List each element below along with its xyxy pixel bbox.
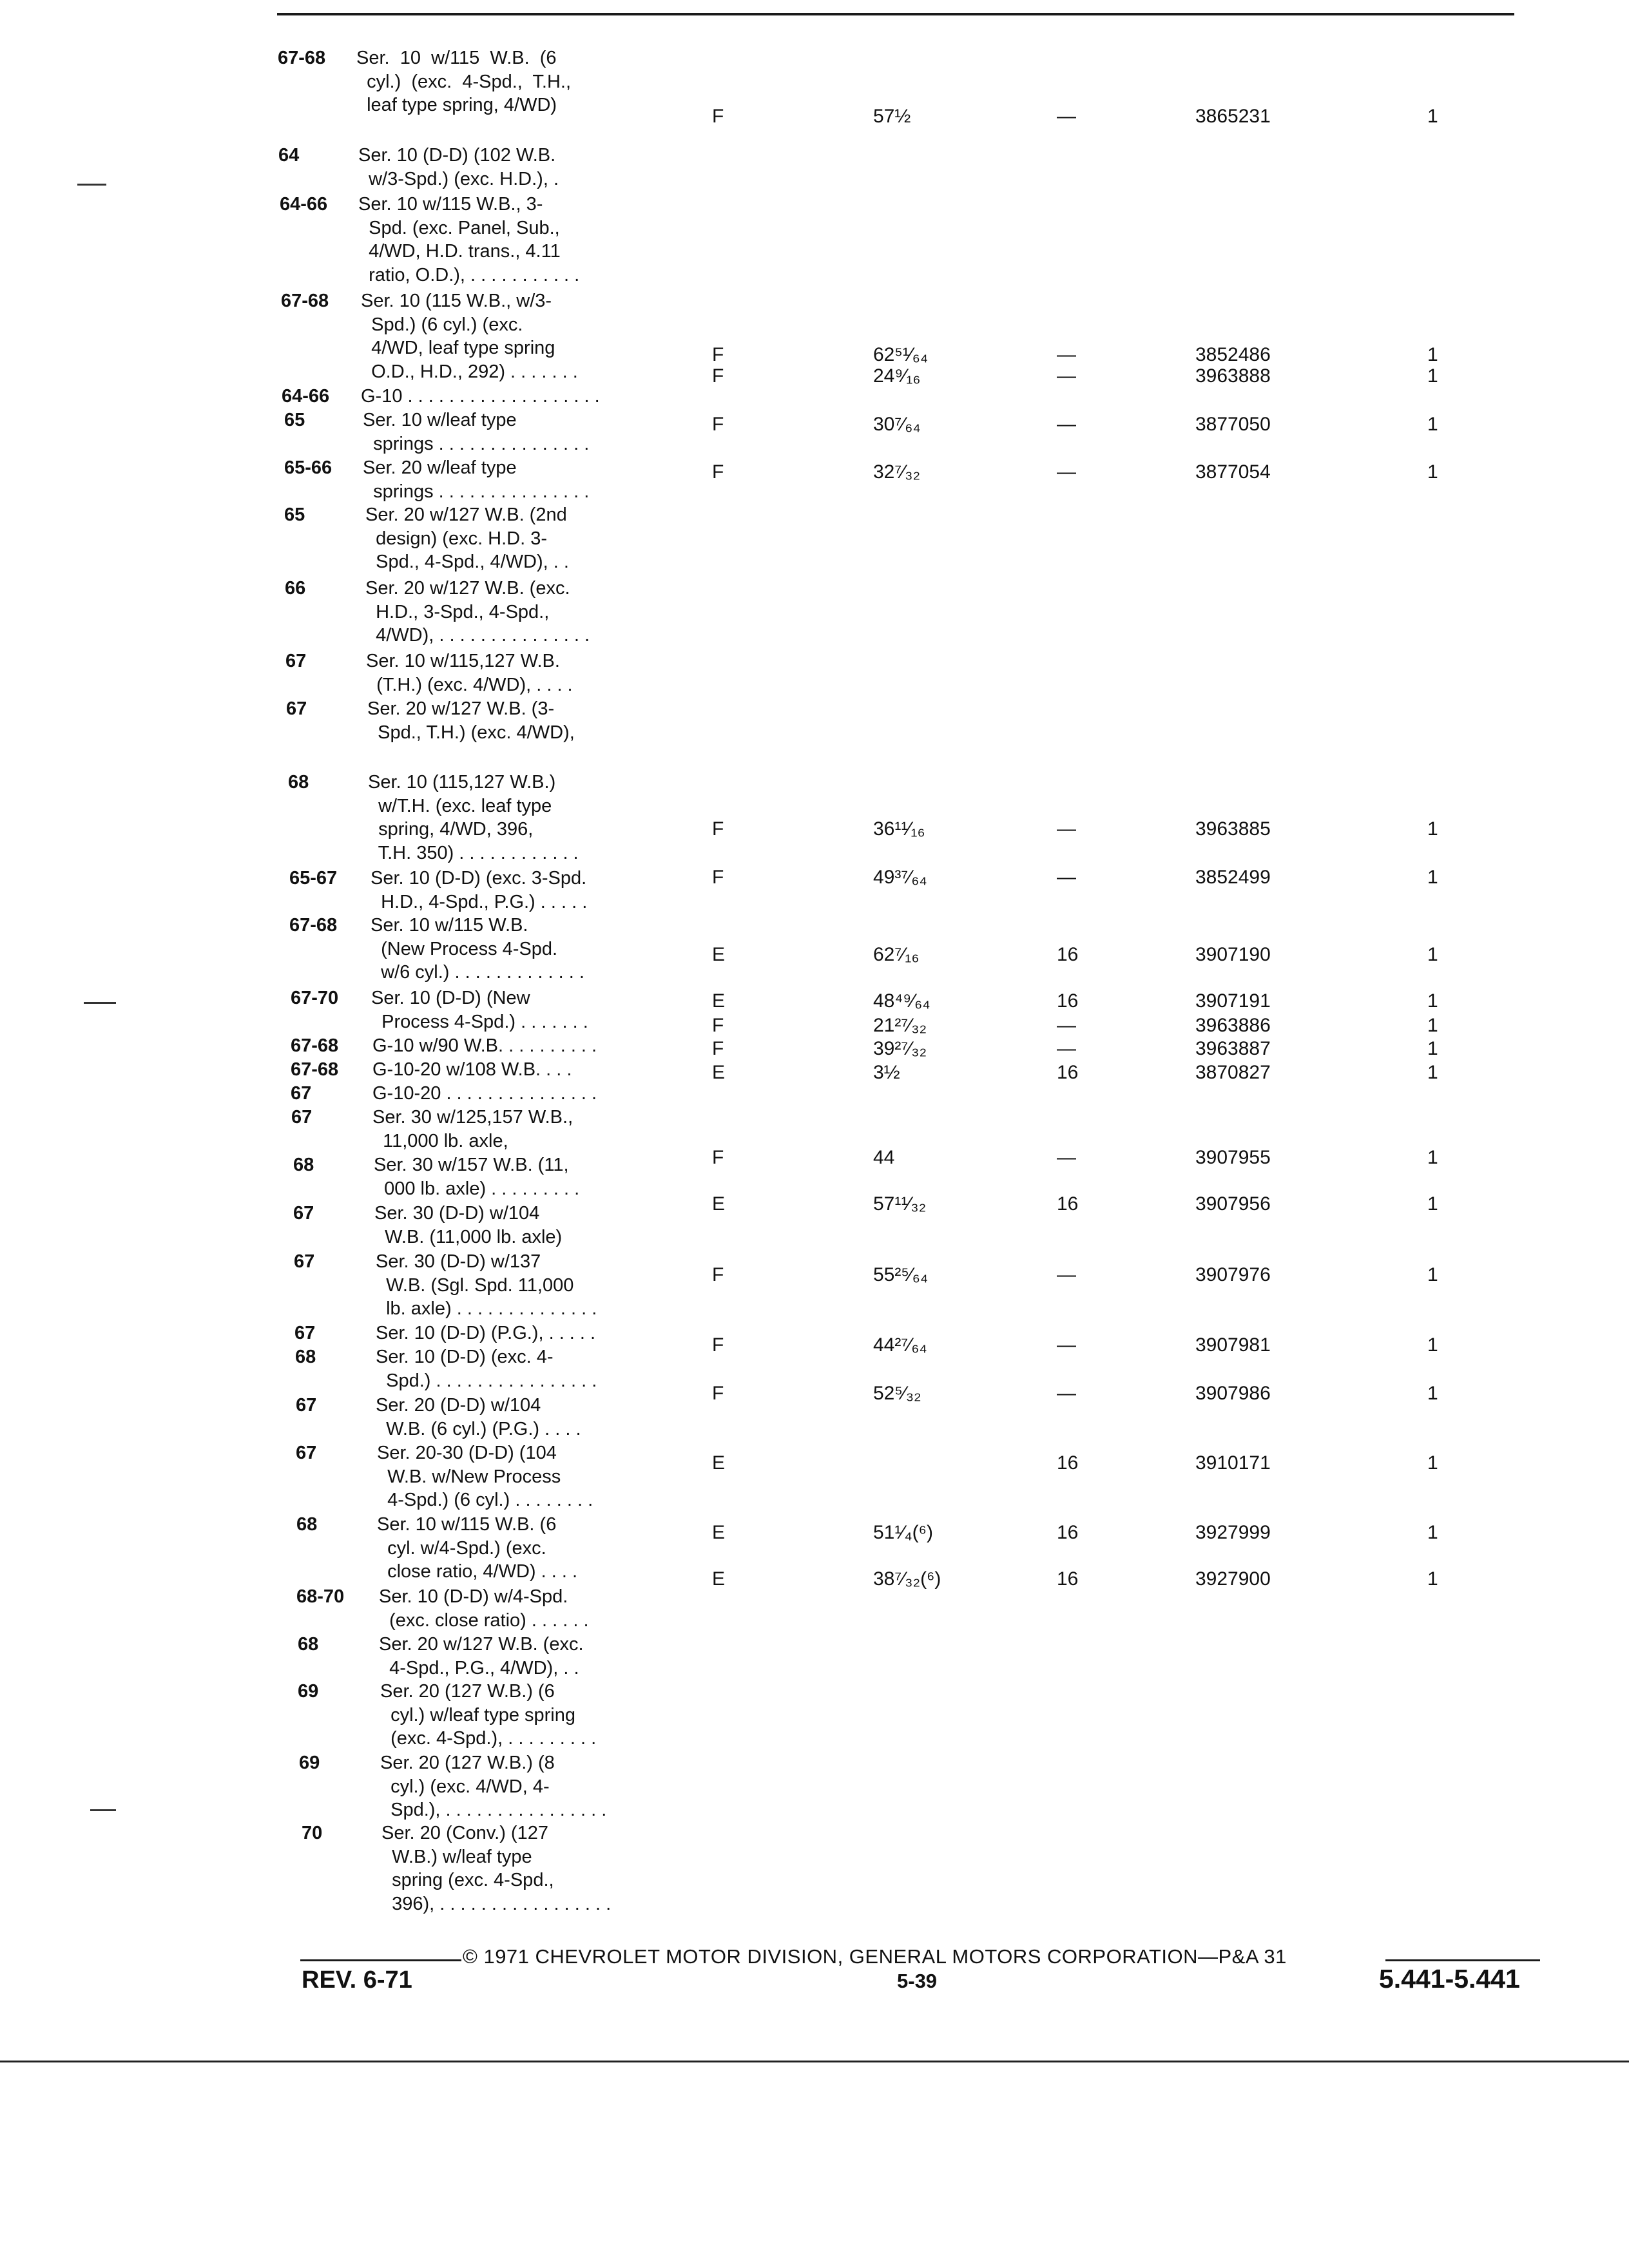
part-number: 3907976 bbox=[1195, 1264, 1271, 1285]
quantity: 1 bbox=[1427, 1383, 1438, 1404]
type-code: F bbox=[712, 1383, 724, 1404]
model-years: 64-66 bbox=[282, 386, 330, 407]
length-value: 52⁵⁄₃₂ bbox=[873, 1383, 921, 1404]
application-description: Ser. 10 (D-D) (New Process 4-Spd.) . . . . . . . bbox=[371, 988, 588, 1032]
model-years: 64-66 bbox=[280, 194, 328, 215]
model-years: 67 bbox=[293, 1203, 314, 1224]
type-code: F bbox=[712, 365, 724, 387]
teeth-value: — bbox=[1057, 414, 1076, 435]
application-description: Ser. 10 (115,127 W.B.) w/T.H. (exc. leaf type spring, 4/WD, 396, T.H. 350) . . . . . . . . . . . . bbox=[368, 772, 579, 863]
application-description: G-10-20 w/108 W.B. . . . bbox=[372, 1059, 572, 1080]
quantity: 1 bbox=[1427, 1452, 1438, 1474]
application-description: Ser. 20 w/127 W.B. (3- Spd., T.H.) (exc. 4/WD), bbox=[367, 698, 575, 743]
quantity: 1 bbox=[1427, 867, 1438, 888]
type-code: F bbox=[712, 867, 724, 888]
part-number: 3907956 bbox=[1195, 1193, 1271, 1215]
length-value: 30⁷⁄₆₄ bbox=[873, 414, 921, 435]
model-years: 68 bbox=[293, 1155, 314, 1175]
section-number: 5.441-5.441 bbox=[1379, 1964, 1520, 1994]
application-description: Ser. 10 (D-D) (P.G.), . . . . . bbox=[376, 1323, 596, 1343]
part-number: 3927999 bbox=[1195, 1522, 1271, 1543]
model-years: 65 bbox=[284, 410, 305, 430]
teeth-value: — bbox=[1057, 344, 1076, 365]
application-description: Ser. 10 (D-D) w/4-Spd. (exc. close ratio) . . . . . . bbox=[379, 1586, 589, 1631]
teeth-value: — bbox=[1057, 1038, 1076, 1059]
teeth-value: 16 bbox=[1057, 1193, 1079, 1215]
application-description: G-10 . . . . . . . . . . . . . . . . . . . bbox=[361, 386, 600, 407]
length-value: 62⁷⁄₁₆ bbox=[873, 944, 920, 965]
model-years: 65-67 bbox=[289, 868, 338, 889]
teeth-value: 16 bbox=[1057, 1452, 1079, 1474]
teeth-value: — bbox=[1057, 106, 1076, 127]
footer-rule-left bbox=[300, 1959, 461, 1961]
top-rule bbox=[277, 13, 1514, 15]
quantity: 1 bbox=[1427, 1038, 1438, 1059]
application-description: Ser. 20 (Conv.) (127 W.B.) w/leaf type spring (exc. 4-Spd., 396), . . . . . . . . . . . . . . . . . bbox=[381, 1823, 612, 1914]
footer-rule-right bbox=[1385, 1959, 1540, 1961]
quantity: 1 bbox=[1427, 365, 1438, 387]
teeth-value: — bbox=[1057, 365, 1076, 387]
application-description: Ser. 10 w/115 W.B. (6 cyl. w/4-Spd.) (exc. close ratio, 4/WD) . . . . bbox=[377, 1514, 578, 1582]
length-value: 3½ bbox=[873, 1062, 900, 1083]
teeth-value: 16 bbox=[1057, 1568, 1079, 1590]
type-code: F bbox=[712, 818, 724, 840]
model-years: 68 bbox=[295, 1347, 316, 1367]
part-number: 3907955 bbox=[1195, 1147, 1271, 1168]
quantity: 1 bbox=[1427, 818, 1438, 840]
model-years: 64 bbox=[278, 145, 300, 166]
teeth-value: — bbox=[1057, 1334, 1076, 1356]
application-description: Ser. 20 w/127 W.B. (exc. 4-Spd., P.G., 4/WD), . . bbox=[379, 1634, 584, 1678]
quantity: 1 bbox=[1427, 944, 1438, 965]
length-value: 24⁹⁄₁₆ bbox=[873, 365, 921, 387]
length-value: 21²⁷⁄₃₂ bbox=[873, 1015, 927, 1036]
part-number: 3963888 bbox=[1195, 365, 1271, 387]
revision-label: REV. 6-71 bbox=[302, 1966, 412, 1994]
model-years: 67 bbox=[285, 651, 307, 671]
application-description: Ser. 20 w/127 W.B. (2nd design) (exc. H.D. 3- Spd., 4-Spd., 4/WD), . . bbox=[365, 505, 569, 572]
length-value: 55²⁵⁄₆₄ bbox=[873, 1264, 929, 1285]
length-value: 48⁴⁹⁄₆₄ bbox=[873, 990, 930, 1012]
model-years: 68 bbox=[298, 1634, 319, 1655]
application-description: G-10 w/90 W.B. . . . . . . . . . bbox=[372, 1035, 597, 1056]
application-description: Ser. 30 w/157 W.B. (11, 000 lb. axle) . . . . . . . . . bbox=[374, 1155, 580, 1199]
type-code: E bbox=[712, 1568, 726, 1590]
teeth-value: — bbox=[1057, 461, 1076, 483]
part-number: 3870827 bbox=[1195, 1062, 1271, 1083]
type-code: F bbox=[712, 461, 724, 483]
part-number: 3907981 bbox=[1195, 1334, 1271, 1356]
application-description: Ser. 20 w/127 W.B. (exc. H.D., 3-Spd., 4-Spd., 4/WD), . . . . . . . . . . . . . . . bbox=[365, 578, 590, 646]
model-years: 67 bbox=[296, 1443, 317, 1463]
part-number: 3963887 bbox=[1195, 1038, 1271, 1059]
application-description: Ser. 10 (D-D) (exc. 4- Spd.) . . . . . . . . . . . . . . . . bbox=[376, 1347, 597, 1391]
model-years: 67-68 bbox=[278, 48, 326, 68]
length-value: 44²⁷⁄₆₄ bbox=[873, 1334, 927, 1356]
model-years: 67 bbox=[286, 698, 307, 719]
copyright-line: © 1971 CHEVROLET MOTOR DIVISION, GENERAL MOTORS CORPORATION—P&A 31 bbox=[463, 1945, 1287, 1968]
page-number: 5-39 bbox=[897, 1970, 938, 1992]
type-code: F bbox=[712, 1147, 724, 1168]
model-years: 67-68 bbox=[291, 1059, 339, 1080]
length-value: 57¹¹⁄₃₂ bbox=[873, 1193, 927, 1215]
model-years: 69 bbox=[299, 1753, 320, 1773]
quantity: 1 bbox=[1427, 344, 1438, 365]
application-description: Ser. 20 w/leaf type springs . . . . . . . . . . . . . . . bbox=[363, 457, 590, 502]
quantity: 1 bbox=[1427, 990, 1438, 1012]
type-code: F bbox=[712, 1015, 724, 1036]
quantity: 1 bbox=[1427, 1334, 1438, 1356]
length-value: 36¹¹⁄₁₆ bbox=[873, 818, 925, 840]
application-description: Ser. 20-30 (D-D) (104 W.B. w/New Process 4-Spd.) (6 cyl.) . . . . . . . . bbox=[377, 1443, 593, 1510]
part-number: 3852486 bbox=[1195, 344, 1271, 365]
quantity: 1 bbox=[1427, 414, 1438, 435]
quantity: 1 bbox=[1427, 1015, 1438, 1036]
type-code: E bbox=[712, 990, 726, 1012]
type-code: F bbox=[712, 1038, 724, 1059]
part-number: 3877050 bbox=[1195, 414, 1271, 435]
margin-mark bbox=[84, 1002, 116, 1004]
part-number: 3865231 bbox=[1195, 106, 1271, 127]
teeth-value: 16 bbox=[1057, 1522, 1079, 1543]
part-number: 3907986 bbox=[1195, 1383, 1271, 1404]
model-years: 65-66 bbox=[284, 457, 333, 478]
part-number: 3907191 bbox=[1195, 990, 1271, 1012]
model-years: 68 bbox=[288, 772, 309, 793]
type-code: E bbox=[712, 1452, 726, 1474]
model-years: 67 bbox=[296, 1395, 317, 1416]
part-number: 3963886 bbox=[1195, 1015, 1271, 1036]
type-code: F bbox=[712, 1264, 724, 1285]
part-number: 3963885 bbox=[1195, 818, 1271, 840]
model-years: 67 bbox=[291, 1083, 312, 1104]
model-years: 67-68 bbox=[281, 291, 329, 311]
length-value: 38⁷⁄₃₂(⁶) bbox=[873, 1568, 941, 1590]
part-number: 3877054 bbox=[1195, 461, 1271, 483]
quantity: 1 bbox=[1427, 106, 1438, 127]
quantity: 1 bbox=[1427, 1062, 1438, 1083]
model-years: 70 bbox=[302, 1823, 323, 1843]
quantity: 1 bbox=[1427, 461, 1438, 483]
application-description: Ser. 10 w/115 W.B. (6 cyl.) (exc. 4-Spd., T.H., leaf type spring, 4/WD) bbox=[356, 48, 572, 115]
quantity: 1 bbox=[1427, 1147, 1438, 1168]
length-value: 39²⁷⁄₃₂ bbox=[873, 1038, 927, 1059]
model-years: 67 bbox=[294, 1251, 315, 1272]
teeth-value: 16 bbox=[1057, 944, 1079, 965]
type-code: F bbox=[712, 414, 724, 435]
type-code: F bbox=[712, 1334, 724, 1356]
type-code: E bbox=[712, 1522, 726, 1543]
application-description: Ser. 10 w/115 W.B., 3- Spd. (exc. Panel, Sub., 4/WD, H.D. trans., 4.11 ratio, O.D.), . . . . . . . . . . . bbox=[358, 194, 580, 285]
length-value: 49³⁷⁄₆₄ bbox=[873, 867, 927, 888]
margin-mark bbox=[77, 184, 106, 186]
model-years: 67-68 bbox=[291, 1035, 339, 1056]
length-value: 57½ bbox=[873, 106, 911, 127]
type-code: F bbox=[712, 106, 724, 127]
application-description: Ser. 10 w/leaf type springs . . . . . . . . . . . . . . . bbox=[363, 410, 590, 454]
model-years: 67 bbox=[294, 1323, 316, 1343]
teeth-value: 16 bbox=[1057, 990, 1079, 1012]
application-description: Ser. 10 (115 W.B., w/3- Spd.) (6 cyl.) (exc. 4/WD, leaf type spring O.D., H.D., 292) . . . . . . . bbox=[361, 291, 578, 382]
type-code: E bbox=[712, 1062, 726, 1083]
teeth-value: — bbox=[1057, 818, 1076, 840]
part-number: 3852499 bbox=[1195, 867, 1271, 888]
quantity: 1 bbox=[1427, 1264, 1438, 1285]
type-code: F bbox=[712, 344, 724, 365]
teeth-value: — bbox=[1057, 1264, 1076, 1285]
quantity: 1 bbox=[1427, 1522, 1438, 1543]
model-years: 68 bbox=[296, 1514, 318, 1535]
teeth-value: 16 bbox=[1057, 1062, 1079, 1083]
model-years: 67-68 bbox=[289, 915, 338, 936]
quantity: 1 bbox=[1427, 1568, 1438, 1590]
model-years: 65 bbox=[284, 505, 305, 525]
part-number: 3907190 bbox=[1195, 944, 1271, 965]
application-description: Ser. 30 (D-D) w/104 W.B. (11,000 lb. axle) bbox=[374, 1203, 563, 1247]
application-description: G-10-20 . . . . . . . . . . . . . . . bbox=[372, 1083, 597, 1104]
teeth-value: — bbox=[1057, 1015, 1076, 1036]
application-description: Ser. 10 w/115 W.B. (New Process 4-Spd. w/6 cyl.) . . . . . . . . . . . . . bbox=[371, 915, 584, 983]
model-years: 69 bbox=[298, 1681, 319, 1702]
length-value: 32⁷⁄₃₂ bbox=[873, 461, 921, 483]
part-number: 3910171 bbox=[1195, 1452, 1271, 1474]
application-description: Ser. 10 (D-D) (exc. 3-Spd. H.D., 4-Spd., P.G.) . . . . . bbox=[371, 868, 588, 912]
model-years: 66 bbox=[285, 578, 306, 599]
application-description: Ser. 20 (127 W.B.) (8 cyl.) (exc. 4/WD, 4- Spd.), . . . . . . . . . . . . . . . . bbox=[380, 1753, 607, 1820]
model-years: 67 bbox=[291, 1107, 313, 1128]
application-description: Ser. 10 (D-D) (102 W.B. w/3-Spd.) (exc. H.D.), . bbox=[358, 145, 559, 189]
margin-mark bbox=[90, 1809, 116, 1811]
quantity: 1 bbox=[1427, 1193, 1438, 1215]
length-value: 44 bbox=[873, 1147, 895, 1168]
teeth-value: — bbox=[1057, 1383, 1076, 1404]
model-years: 68-70 bbox=[296, 1586, 345, 1607]
model-years: 67-70 bbox=[291, 988, 339, 1008]
teeth-value: — bbox=[1057, 1147, 1076, 1168]
application-description: Ser. 20 (D-D) w/104 W.B. (6 cyl.) (P.G.) . . . . bbox=[376, 1395, 581, 1439]
type-code: E bbox=[712, 1193, 726, 1215]
bottom-rule bbox=[0, 2061, 1629, 2062]
type-code: E bbox=[712, 944, 726, 965]
length-value: 51¹⁄₄(⁶) bbox=[873, 1522, 933, 1543]
part-number: 3927900 bbox=[1195, 1568, 1271, 1590]
application-description: Ser. 20 (127 W.B.) (6 cyl.) w/leaf type spring (exc. 4-Spd.), . . . . . . . . . bbox=[380, 1681, 597, 1749]
application-description: Ser. 30 w/125,157 W.B., 11,000 lb. axle, bbox=[372, 1107, 574, 1151]
teeth-value: — bbox=[1057, 867, 1076, 888]
length-value: 62⁵¹⁄₆₄ bbox=[873, 344, 929, 365]
application-description: Ser. 10 w/115,127 W.B. (T.H.) (exc. 4/WD), . . . . bbox=[366, 651, 573, 695]
application-description: Ser. 30 (D-D) w/137 W.B. (Sgl. Spd. 11,000 lb. axle) . . . . . . . . . . . . . . bbox=[376, 1251, 597, 1319]
